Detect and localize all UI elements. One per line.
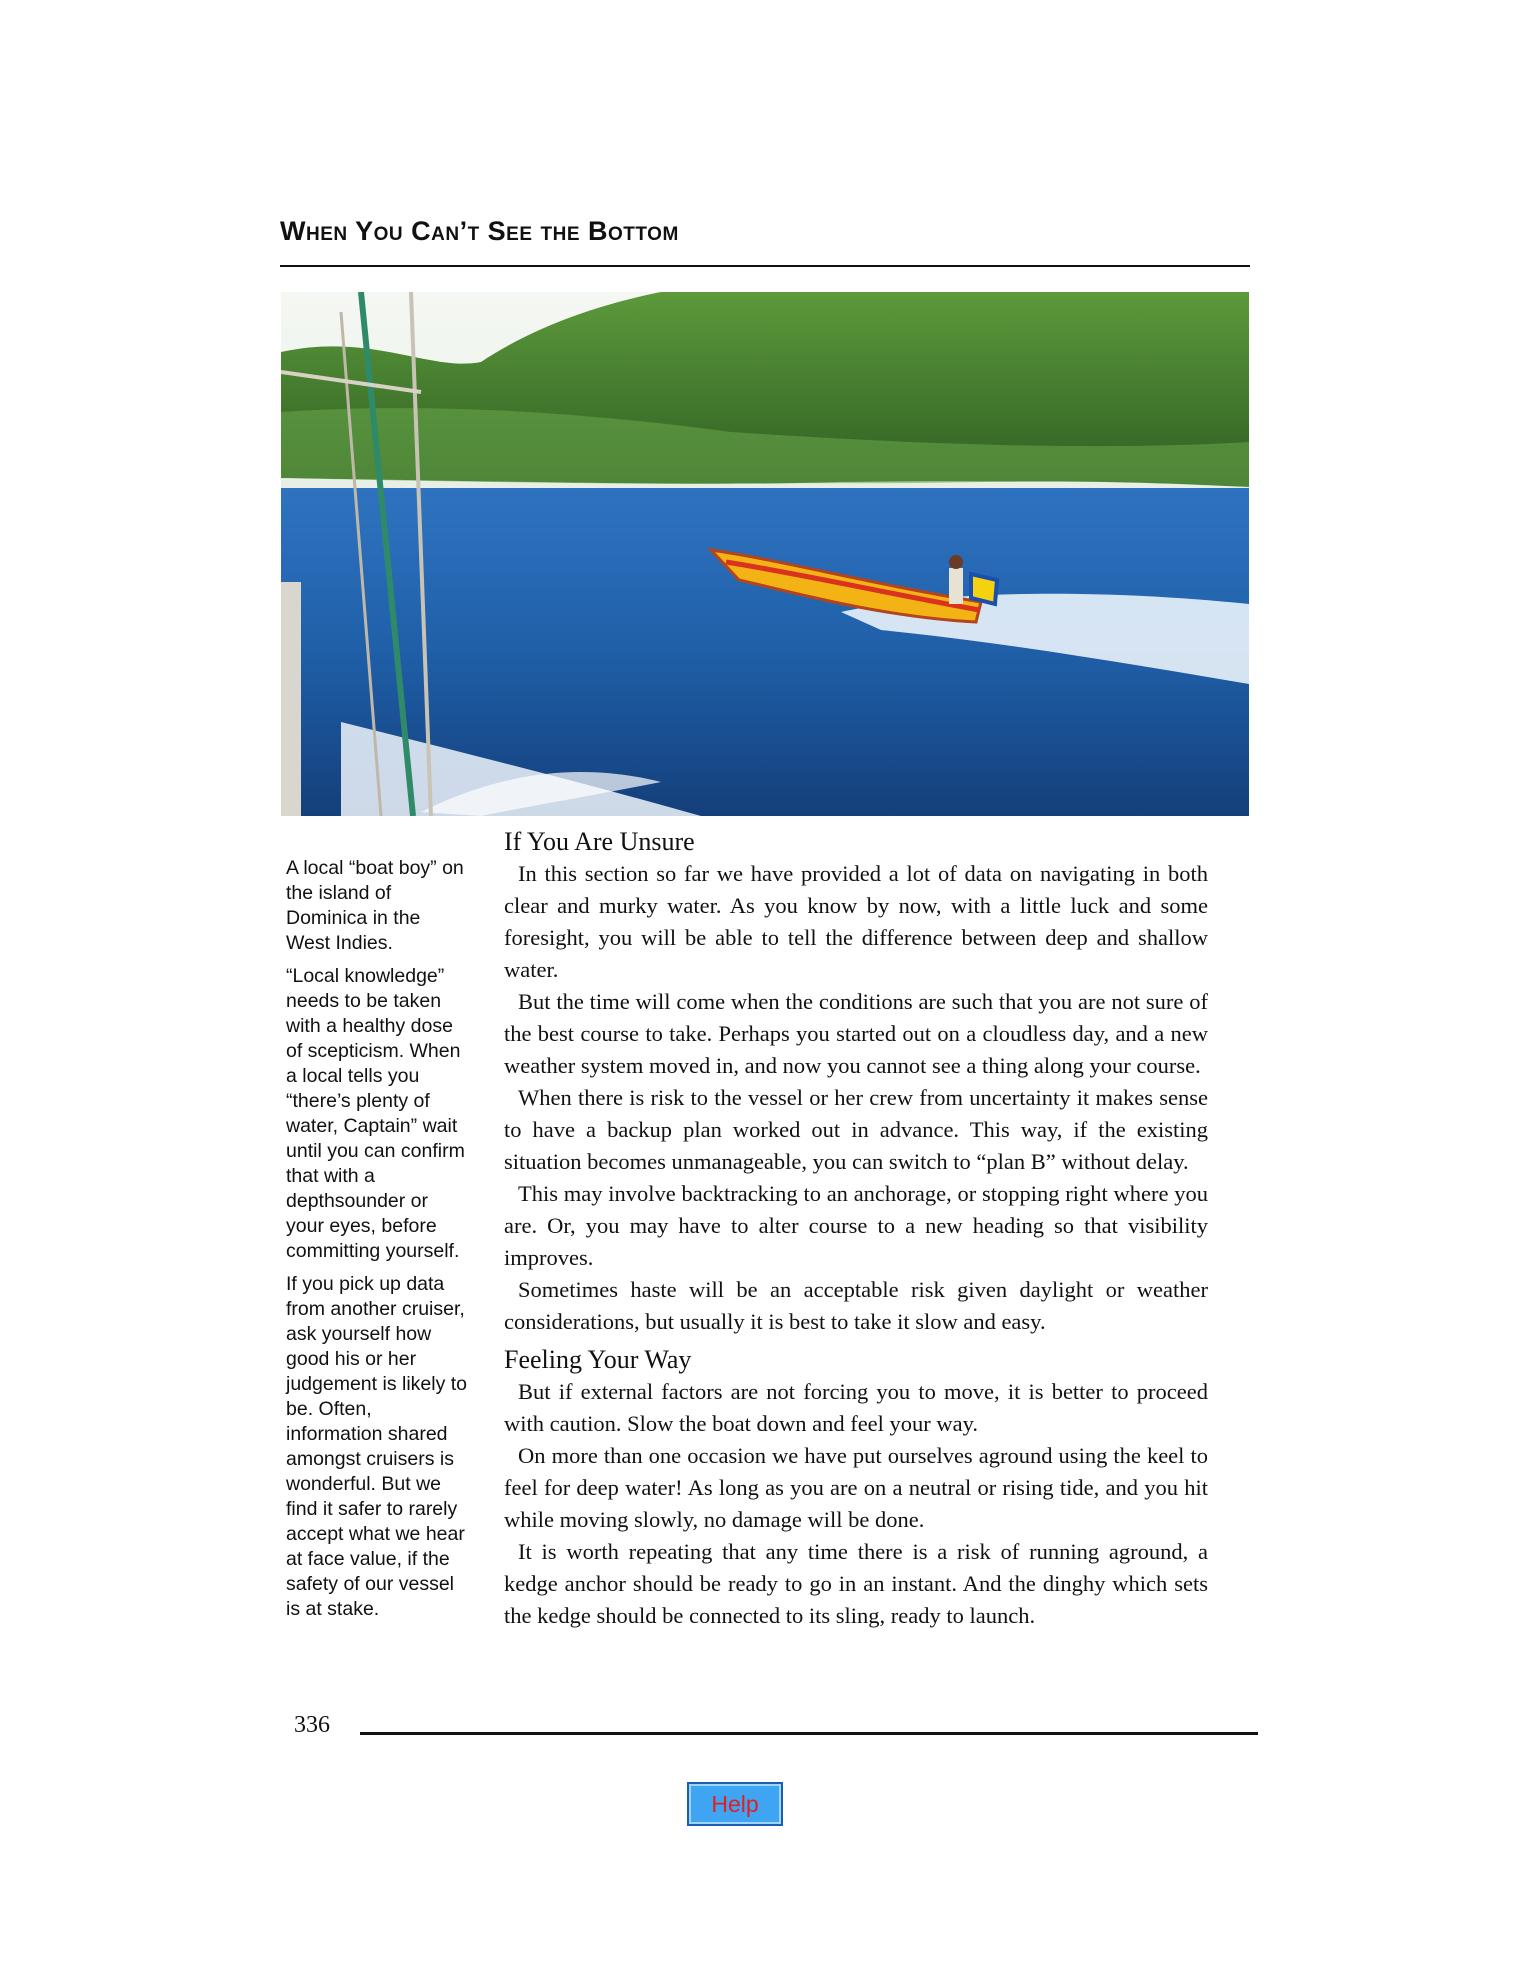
caption-paragraph: “Local knowledge” needs to be taken with a healthy dose of scepticism. When a local tells you “there’s plenty of water, Captain” wait until you can confirm that with a depthsounder or your eyes, before committing yourself. — [286, 965, 465, 1262]
body-paragraph: But if external factors are not forcing you to move, it is better to proceed with caution. Slow the boat down and feel your way. — [504, 1379, 1208, 1436]
caption-paragraph: If you pick up data from another cruiser, ask yourself how good his or her judgement is likely to be. Often, information shared amongst cruisers is wonderful. But we find it safer to rarely accept what we hear at face value, if the safety of our vessel is at stake. — [286, 1273, 468, 1620]
body-paragraph: Sometimes haste will be an acceptable risk given daylight or weather considerations, but usually it is best to take it slow and easy. — [504, 1277, 1208, 1334]
photo-boat-boy-dominica — [281, 292, 1249, 816]
body-paragraph: This may involve backtracking to an anchorage, or stopping right where you are. Or, you may have to alter course to a new heading so that visibility improves. — [504, 1181, 1208, 1270]
boat-person-head — [949, 555, 963, 569]
body-paragraph: When there is risk to the vessel or her crew from uncertainty it makes sense to have a backup plan worked out in advance. This way, if the existing situation becomes unmanageable, you can switch to “plan B” without delay. — [504, 1085, 1208, 1174]
caption-paragraph: A local “boat boy” on the island of Dominica in the West Indies. — [286, 857, 464, 954]
page-number: 336 — [294, 1712, 330, 1738]
body-paragraph: It is worth repeating that any time there is a risk of running aground, a kedge anchor should be ready to go in an instant. And the dinghy which sets the kedge should be connected to its sling, ready to launch. — [504, 1539, 1208, 1628]
main-text — [504, 826, 1208, 1632]
header-rule — [280, 265, 1250, 267]
section-heading: If You Are Unsure — [504, 827, 695, 856]
footer-rule — [360, 1732, 1258, 1735]
body-paragraph: But the time will come when the conditions are such that you are not sure of the best course to take. Perhaps you started out on a cloudless day, and a new weather system moved in, and now you cannot see a thing along your course. — [504, 989, 1208, 1078]
section-heading: Feeling Your Way — [504, 1345, 692, 1374]
running-head: When You Can’t See the Bottom — [280, 216, 679, 246]
photo-caption — [286, 856, 468, 1630]
boat-flag — [971, 574, 997, 604]
yacht-hull-edge — [281, 582, 301, 816]
body-paragraph: On more than one occasion we have put ourselves aground using the keel to feel for deep water! As long as you are on a neutral or rising tide, and you hit while moving slowly, no damage will be done. — [504, 1443, 1208, 1532]
boat-person — [949, 568, 963, 604]
help-button[interactable]: Help — [687, 1782, 783, 1826]
body-paragraph: In this section so far we have provided a lot of data on navigating in both clear and murky water. As you know by now, with a little luck and some foresight, you will be able to tell the difference between deep and shallow water. — [504, 861, 1208, 982]
